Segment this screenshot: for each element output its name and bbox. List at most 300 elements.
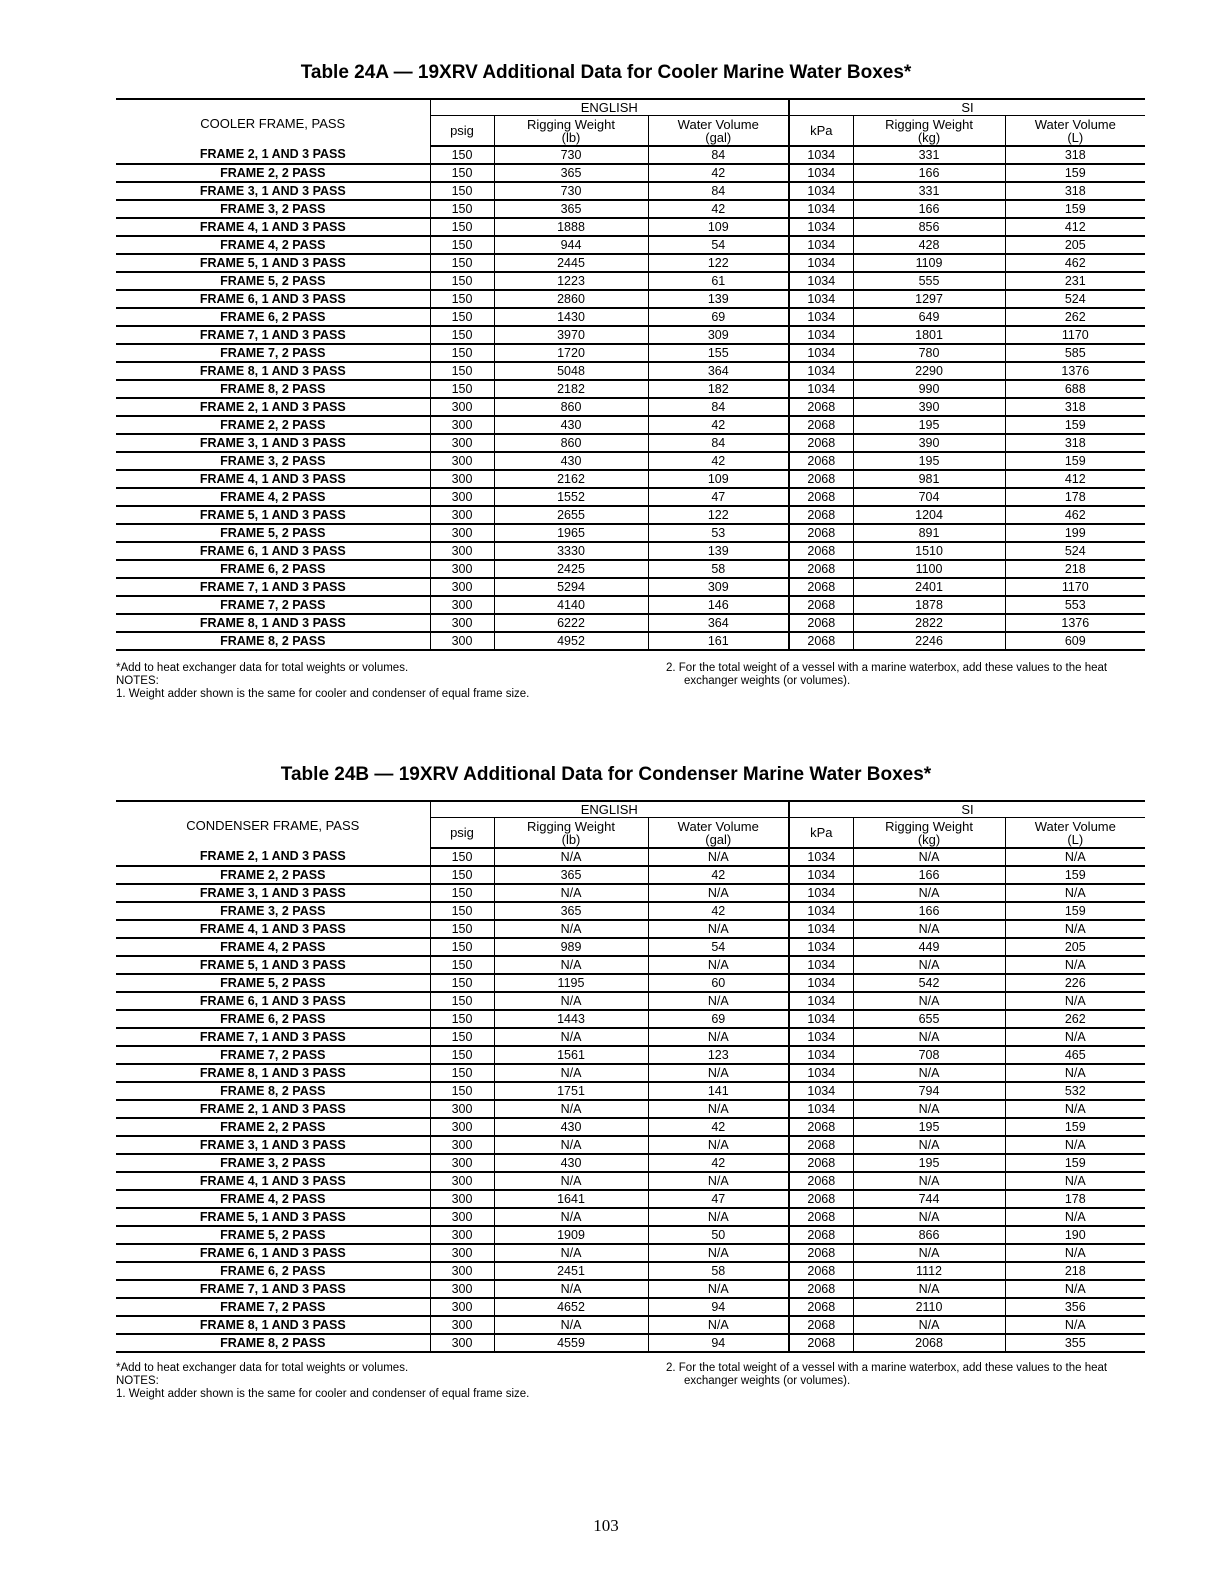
kpa-cell: 1034: [789, 200, 853, 218]
rigging-weight-lb-cell: 1552: [494, 488, 648, 506]
water-volume-gal-cell: 94: [648, 1334, 789, 1352]
frame-pass-cell: FRAME 4, 2 PASS: [116, 236, 430, 254]
table-row: [116, 596, 1145, 614]
kpa-cell: 2068: [789, 524, 853, 542]
table-row: [116, 380, 1145, 398]
rigging-weight-lb-cell: 1909: [494, 1226, 648, 1244]
rigging-weight-lb-cell: 5048: [494, 362, 648, 380]
kpa-cell: 1034: [789, 380, 853, 398]
table-row: [116, 1154, 1145, 1172]
psig-cell: 150: [430, 1046, 494, 1064]
rigging-weight-kg-cell: N/A: [853, 992, 1005, 1010]
water-volume-gal-cell: 84: [648, 182, 789, 200]
rigging-weight-kg-cell: N/A: [853, 1064, 1005, 1082]
water-volume-l-cell: 262: [1005, 1010, 1145, 1028]
water-volume-l-cell: 159: [1005, 866, 1145, 884]
rigging-weight-kg-cell: 195: [853, 452, 1005, 470]
table-row: [116, 1316, 1145, 1334]
frame-pass-cell: FRAME 7, 2 PASS: [116, 1298, 430, 1316]
rigging-weight-lb-cell: 430: [494, 452, 648, 470]
kpa-cell: 2068: [789, 596, 853, 614]
rigging-weight-lb-cell: 1888: [494, 218, 648, 236]
kpa-header: kPa: [789, 116, 853, 147]
water-volume-gal-cell: 123: [648, 1046, 789, 1064]
kpa-cell: 1034: [789, 974, 853, 992]
frame-pass-cell: FRAME 5, 2 PASS: [116, 272, 430, 290]
rigging-weight-kg-cell: 195: [853, 416, 1005, 434]
psig-cell: 300: [430, 1118, 494, 1136]
table-row: [116, 1064, 1145, 1082]
psig-cell: 300: [430, 1136, 494, 1154]
rigging-weight-kg-cell: 981: [853, 470, 1005, 488]
table-row: [116, 632, 1145, 650]
kpa-cell: 2068: [789, 1244, 853, 1262]
psig-cell: 150: [430, 182, 494, 200]
water-volume-l-cell: 178: [1005, 1190, 1145, 1208]
table-row: [116, 1172, 1145, 1190]
rigging-weight-lb-cell: N/A: [494, 1136, 648, 1154]
psig-cell: 150: [430, 164, 494, 182]
water-volume-gal-cell: 122: [648, 254, 789, 272]
table-row: [116, 416, 1145, 434]
rigging-weight-kg-cell: 794: [853, 1082, 1005, 1100]
water-volume-l-cell: 159: [1005, 200, 1145, 218]
water-volume-l-cell: 412: [1005, 470, 1145, 488]
psig-cell: 150: [430, 1082, 494, 1100]
frame-pass-cell: FRAME 7, 2 PASS: [116, 596, 430, 614]
frame-pass-cell: FRAME 5, 1 AND 3 PASS: [116, 254, 430, 272]
water-volume-gal-cell: N/A: [648, 1136, 789, 1154]
kpa-cell: 1034: [789, 326, 853, 344]
psig-cell: 300: [430, 1298, 494, 1316]
psig-cell: 300: [430, 1316, 494, 1334]
kpa-cell: 2068: [789, 1118, 853, 1136]
kpa-cell: 1034: [789, 866, 853, 884]
rigging-weight-lb-cell: 430: [494, 416, 648, 434]
note-2: 2. For the total weight of a vessel with a marine waterbox, add these values to the heat exchanger weights (or volumes).: [666, 1362, 1108, 1387]
water-volume-gal-cell: 54: [648, 938, 789, 956]
table-24a: [116, 98, 1145, 651]
rigging-weight-kg-cell: 2110: [853, 1298, 1005, 1316]
water-volume-l-cell: 688: [1005, 380, 1145, 398]
rigging-weight-lb-cell: 3970: [494, 326, 648, 344]
water-volume-l-cell: 226: [1005, 974, 1145, 992]
kpa-cell: 1034: [789, 992, 853, 1010]
rigging-weight-kg-cell: 744: [853, 1190, 1005, 1208]
rigging-weight-kg-cell: 2822: [853, 614, 1005, 632]
water-volume-l-cell: N/A: [1005, 1244, 1145, 1262]
water-volume-l-cell: N/A: [1005, 1136, 1145, 1154]
rigging-weight-kg-cell: N/A: [853, 920, 1005, 938]
table-row: [116, 434, 1145, 452]
frame-pass-cell: FRAME 5, 2 PASS: [116, 974, 430, 992]
frame-pass-cell: FRAME 6, 1 AND 3 PASS: [116, 542, 430, 560]
rigging-weight-kg-cell: 655: [853, 1010, 1005, 1028]
table-row: [116, 452, 1145, 470]
table-row: [116, 1028, 1145, 1046]
psig-cell: 150: [430, 326, 494, 344]
water-volume-l-cell: 205: [1005, 938, 1145, 956]
rigging-weight-lb-cell: 5294: [494, 578, 648, 596]
table-row: [116, 290, 1145, 308]
rigging-weight-kg-cell: 390: [853, 434, 1005, 452]
frame-pass-cell: FRAME 4, 2 PASS: [116, 488, 430, 506]
rigging-weight-kg-cell: 2401: [853, 578, 1005, 596]
note-1: 1. Weight adder shown is the same for cooler and condenser of equal frame size.: [116, 1388, 530, 1400]
water-volume-gal-cell: 54: [648, 236, 789, 254]
kpa-cell: 1034: [789, 272, 853, 290]
water-volume-gal-cell: N/A: [648, 1208, 789, 1226]
kpa-cell: 2068: [789, 1298, 853, 1316]
frame-pass-cell: FRAME 2, 1 AND 3 PASS: [116, 848, 430, 866]
kpa-cell: 1034: [789, 956, 853, 974]
rigging-weight-lb-cell: 365: [494, 902, 648, 920]
frame-pass-cell: FRAME 5, 2 PASS: [116, 1226, 430, 1244]
water-volume-gal-cell: 109: [648, 470, 789, 488]
kpa-cell: 1034: [789, 146, 853, 164]
rigging-weight-kg-cell: 2068: [853, 1334, 1005, 1352]
table-24b: [116, 800, 1145, 1353]
rigging-weight-kg-cell: 1510: [853, 542, 1005, 560]
water-volume-gal-cell: 42: [648, 164, 789, 182]
rigging-weight-kg-cell: 856: [853, 218, 1005, 236]
table-row: [116, 1226, 1145, 1244]
frame-pass-cell: FRAME 3, 2 PASS: [116, 452, 430, 470]
frame-pass-cell: FRAME 8, 2 PASS: [116, 1334, 430, 1352]
water-volume-l-cell: 585: [1005, 344, 1145, 362]
rigging-weight-kg-cell: 542: [853, 974, 1005, 992]
rigging-weight-lb-cell: 2860: [494, 290, 648, 308]
psig-cell: 150: [430, 344, 494, 362]
water-volume-gal-cell: 58: [648, 560, 789, 578]
kpa-cell: 1034: [789, 848, 853, 866]
water-volume-l-cell: 532: [1005, 1082, 1145, 1100]
water-volume-l-cell: 1376: [1005, 362, 1145, 380]
psig-cell: 300: [430, 1190, 494, 1208]
frame-pass-cell: FRAME 7, 1 AND 3 PASS: [116, 1028, 430, 1046]
table-row: [116, 920, 1145, 938]
kpa-cell: 2068: [789, 434, 853, 452]
water-volume-l-cell: 465: [1005, 1046, 1145, 1064]
rigging-weight-kg-cell: 428: [853, 236, 1005, 254]
table-row: [116, 956, 1145, 974]
water-volume-gal-cell: N/A: [648, 920, 789, 938]
table-row: [116, 326, 1145, 344]
frame-pass-cell: FRAME 5, 1 AND 3 PASS: [116, 506, 430, 524]
frame-pass-cell: FRAME 2, 2 PASS: [116, 1118, 430, 1136]
rigging-weight-lb-cell: 2182: [494, 380, 648, 398]
kpa-cell: 2068: [789, 1280, 853, 1298]
table-row: [116, 902, 1145, 920]
water-volume-gal-cell: 364: [648, 362, 789, 380]
water-volume-gal-cell: 69: [648, 308, 789, 326]
rigging-weight-kg-cell: 2246: [853, 632, 1005, 650]
frame-pass-cell: FRAME 3, 2 PASS: [116, 902, 430, 920]
rigging-weight-lb-cell: 3330: [494, 542, 648, 560]
frame-pass-cell: FRAME 8, 2 PASS: [116, 1082, 430, 1100]
water-volume-l-cell: 159: [1005, 1154, 1145, 1172]
frame-pass-cell: FRAME 7, 2 PASS: [116, 1046, 430, 1064]
water-volume-l-cell: 231: [1005, 272, 1145, 290]
psig-cell: 150: [430, 362, 494, 380]
psig-cell: 300: [430, 1244, 494, 1262]
rigging-weight-kg-cell: 1100: [853, 560, 1005, 578]
page-number: 103: [593, 1516, 619, 1535]
water-volume-gal-cell: 94: [648, 1298, 789, 1316]
rigging-weight-lb-cell: 4140: [494, 596, 648, 614]
table-row: [116, 1244, 1145, 1262]
rigging-weight-kg-cell: N/A: [853, 1316, 1005, 1334]
rigging-weight-lb-cell: 860: [494, 398, 648, 416]
rigging-weight-lb-cell: 430: [494, 1118, 648, 1136]
water-volume-l-cell: 524: [1005, 542, 1145, 560]
kpa-cell: 2068: [789, 470, 853, 488]
si-group-header: SI: [789, 99, 1145, 116]
rigging-weight-lb-cell: 4559: [494, 1334, 648, 1352]
table-row: [116, 542, 1145, 560]
rigging-weight-kg-cell: N/A: [853, 1172, 1005, 1190]
table-row: [116, 1334, 1145, 1352]
table-row: [116, 344, 1145, 362]
rigging-weight-lb-cell: N/A: [494, 1064, 648, 1082]
psig-cell: 300: [430, 1154, 494, 1172]
frame-pass-cell: FRAME 3, 1 AND 3 PASS: [116, 884, 430, 902]
water-volume-gal-cell: 139: [648, 290, 789, 308]
psig-cell: 150: [430, 272, 494, 290]
water-volume-gal-cell: N/A: [648, 1172, 789, 1190]
table-row: [116, 1208, 1145, 1226]
table-row: [116, 182, 1145, 200]
water-volume-gal-cell: 161: [648, 632, 789, 650]
rigging-weight-lb-cell: 2425: [494, 560, 648, 578]
table-24b-title: Table 24B — 19XRV Additional Data for Condenser Marine Water Boxes*: [280, 764, 932, 785]
rigging-weight-lb-cell: N/A: [494, 1316, 648, 1334]
kpa-cell: 1034: [789, 1010, 853, 1028]
water-volume-gal-cell: 141: [648, 1082, 789, 1100]
rigging-weight-kg-cell: N/A: [853, 1208, 1005, 1226]
water-volume-l-cell: N/A: [1005, 884, 1145, 902]
rigging-weight-kg-cell: 555: [853, 272, 1005, 290]
footnote: *Add to heat exchanger data for total weights or volumes.: [116, 1362, 409, 1374]
frame-pass-cell: FRAME 2, 1 AND 3 PASS: [116, 1100, 430, 1118]
rigging-weight-kg-cell: N/A: [853, 884, 1005, 902]
kpa-cell: 2068: [789, 1172, 853, 1190]
table-row: [116, 866, 1145, 884]
frame-pass-cell: FRAME 7, 1 AND 3 PASS: [116, 326, 430, 344]
water-volume-gal-cell: 58: [648, 1262, 789, 1280]
kpa-header: kPa: [789, 818, 853, 849]
rigging-weight-kg-header: Rigging Weight (kg): [853, 116, 1005, 147]
psig-cell: 150: [430, 902, 494, 920]
psig-cell: 300: [430, 524, 494, 542]
kpa-cell: 1034: [789, 884, 853, 902]
water-volume-gal-cell: N/A: [648, 956, 789, 974]
kpa-cell: 1034: [789, 182, 853, 200]
rigging-weight-lb-cell: 1965: [494, 524, 648, 542]
water-volume-l-cell: N/A: [1005, 1028, 1145, 1046]
frame-pass-cell: FRAME 2, 2 PASS: [116, 164, 430, 182]
notes-label: NOTES:: [116, 1375, 159, 1387]
rigging-weight-lb-cell: 365: [494, 164, 648, 182]
psig-cell: 150: [430, 380, 494, 398]
rigging-weight-lb-header: Rigging Weight (lb): [494, 818, 648, 849]
frame-pass-cell: FRAME 6, 1 AND 3 PASS: [116, 992, 430, 1010]
water-volume-l-cell: 524: [1005, 290, 1145, 308]
rigging-weight-lb-cell: N/A: [494, 848, 648, 866]
kpa-cell: 1034: [789, 362, 853, 380]
water-volume-gal-cell: 182: [648, 380, 789, 398]
water-volume-gal-cell: 155: [648, 344, 789, 362]
note-1: 1. Weight adder shown is the same for cooler and condenser of equal frame size.: [116, 688, 530, 700]
water-volume-l-cell: 159: [1005, 902, 1145, 920]
psig-cell: 150: [430, 866, 494, 884]
rigging-weight-lb-header: Rigging Weight (lb): [494, 116, 648, 147]
table-row: [116, 218, 1145, 236]
rigging-weight-lb-cell: N/A: [494, 1028, 648, 1046]
kpa-cell: 1034: [789, 902, 853, 920]
rigging-weight-kg-cell: 891: [853, 524, 1005, 542]
frame-pass-cell: FRAME 8, 2 PASS: [116, 632, 430, 650]
water-volume-l-cell: 159: [1005, 1118, 1145, 1136]
water-volume-l-cell: 1170: [1005, 578, 1145, 596]
water-volume-gal-cell: 42: [648, 416, 789, 434]
frame-pass-cell: FRAME 3, 1 AND 3 PASS: [116, 1136, 430, 1154]
water-volume-l-cell: 318: [1005, 398, 1145, 416]
frame-pass-cell: FRAME 6, 2 PASS: [116, 1262, 430, 1280]
water-volume-l-cell: 199: [1005, 524, 1145, 542]
frame-pass-cell: FRAME 6, 1 AND 3 PASS: [116, 1244, 430, 1262]
water-volume-l-cell: N/A: [1005, 1064, 1145, 1082]
table-row: [116, 974, 1145, 992]
water-volume-l-header: Water Volume (L): [1005, 116, 1145, 147]
kpa-cell: 1034: [789, 1082, 853, 1100]
frame-pass-cell: FRAME 4, 2 PASS: [116, 1190, 430, 1208]
water-volume-l-cell: N/A: [1005, 920, 1145, 938]
water-volume-l-cell: 318: [1005, 182, 1145, 200]
psig-cell: 150: [430, 848, 494, 866]
psig-cell: 300: [430, 488, 494, 506]
table-24a-body: [116, 146, 1145, 650]
frame-pass-cell: FRAME 4, 1 AND 3 PASS: [116, 218, 430, 236]
frame-pass-cell: FRAME 2, 2 PASS: [116, 416, 430, 434]
table-24a-title: Table 24A — 19XRV Additional Data for Cooler Marine Water Boxes*: [300, 62, 912, 83]
psig-cell: 300: [430, 614, 494, 632]
frame-pass-header: COOLER FRAME, PASS: [116, 99, 430, 146]
psig-cell: 300: [430, 398, 494, 416]
water-volume-gal-cell: 84: [648, 146, 789, 164]
water-volume-gal-cell: N/A: [648, 1028, 789, 1046]
rigging-weight-lb-cell: N/A: [494, 956, 648, 974]
kpa-cell: 1034: [789, 938, 853, 956]
table-row: [116, 488, 1145, 506]
kpa-cell: 1034: [789, 1064, 853, 1082]
rigging-weight-kg-cell: N/A: [853, 956, 1005, 974]
rigging-weight-kg-cell: 1109: [853, 254, 1005, 272]
psig-cell: 300: [430, 596, 494, 614]
kpa-cell: 2068: [789, 506, 853, 524]
water-volume-l-cell: 609: [1005, 632, 1145, 650]
rigging-weight-lb-cell: 1430: [494, 308, 648, 326]
kpa-cell: 2068: [789, 1316, 853, 1334]
frame-pass-cell: FRAME 7, 1 AND 3 PASS: [116, 1280, 430, 1298]
frame-pass-cell: FRAME 7, 1 AND 3 PASS: [116, 578, 430, 596]
table-row: [116, 1010, 1145, 1028]
psig-cell: 300: [430, 452, 494, 470]
water-volume-l-cell: 318: [1005, 146, 1145, 164]
rigging-weight-kg-cell: 2290: [853, 362, 1005, 380]
psig-cell: 150: [430, 884, 494, 902]
frame-pass-cell: FRAME 4, 1 AND 3 PASS: [116, 920, 430, 938]
psig-cell: 150: [430, 218, 494, 236]
rigging-weight-lb-cell: 1751: [494, 1082, 648, 1100]
water-volume-gal-cell: 309: [648, 326, 789, 344]
table-row: [116, 308, 1145, 326]
psig-cell: 300: [430, 1262, 494, 1280]
english-group-header: ENGLISH: [430, 99, 789, 116]
rigging-weight-lb-cell: N/A: [494, 884, 648, 902]
table-row: [116, 200, 1145, 218]
rigging-weight-kg-cell: N/A: [853, 1136, 1005, 1154]
table-row: [116, 884, 1145, 902]
rigging-weight-lb-cell: N/A: [494, 1172, 648, 1190]
rigging-weight-kg-cell: 166: [853, 200, 1005, 218]
rigging-weight-lb-cell: 6222: [494, 614, 648, 632]
water-volume-l-cell: N/A: [1005, 1280, 1145, 1298]
frame-pass-cell: FRAME 6, 2 PASS: [116, 560, 430, 578]
rigging-weight-kg-cell: 1801: [853, 326, 1005, 344]
water-volume-l-cell: 159: [1005, 452, 1145, 470]
water-volume-gal-cell: 139: [648, 542, 789, 560]
rigging-weight-kg-cell: 390: [853, 398, 1005, 416]
water-volume-gal-cell: N/A: [648, 1100, 789, 1118]
water-volume-gal-cell: 42: [648, 200, 789, 218]
kpa-cell: 2068: [789, 416, 853, 434]
rigging-weight-lb-cell: 2655: [494, 506, 648, 524]
kpa-cell: 2068: [789, 1136, 853, 1154]
psig-cell: 150: [430, 200, 494, 218]
frame-pass-cell: FRAME 3, 2 PASS: [116, 1154, 430, 1172]
table-24b-grid: [116, 800, 1145, 1353]
psig-cell: 150: [430, 1010, 494, 1028]
psig-cell: 300: [430, 632, 494, 650]
kpa-cell: 2068: [789, 632, 853, 650]
frame-pass-cell: FRAME 4, 1 AND 3 PASS: [116, 470, 430, 488]
notes-label: NOTES:: [116, 675, 159, 687]
rigging-weight-lb-cell: 430: [494, 1154, 648, 1172]
frame-pass-cell: FRAME 2, 1 AND 3 PASS: [116, 398, 430, 416]
water-volume-gal-cell: 146: [648, 596, 789, 614]
kpa-cell: 1034: [789, 218, 853, 236]
table-row: [116, 1118, 1145, 1136]
table-row: [116, 1136, 1145, 1154]
psig-cell: 150: [430, 146, 494, 164]
rigging-weight-kg-cell: 866: [853, 1226, 1005, 1244]
psig-cell: 300: [430, 1172, 494, 1190]
table-row: [116, 254, 1145, 272]
psig-cell: 150: [430, 236, 494, 254]
psig-cell: 300: [430, 1226, 494, 1244]
psig-cell: 300: [430, 1280, 494, 1298]
kpa-cell: 2068: [789, 578, 853, 596]
water-volume-gal-cell: 53: [648, 524, 789, 542]
water-volume-l-cell: 159: [1005, 164, 1145, 182]
table-row: [116, 1298, 1145, 1316]
psig-cell: 150: [430, 1064, 494, 1082]
rigging-weight-kg-cell: 1297: [853, 290, 1005, 308]
water-volume-gal-cell: 309: [648, 578, 789, 596]
frame-pass-cell: FRAME 6, 2 PASS: [116, 1010, 430, 1028]
water-volume-gal-cell: 50: [648, 1226, 789, 1244]
